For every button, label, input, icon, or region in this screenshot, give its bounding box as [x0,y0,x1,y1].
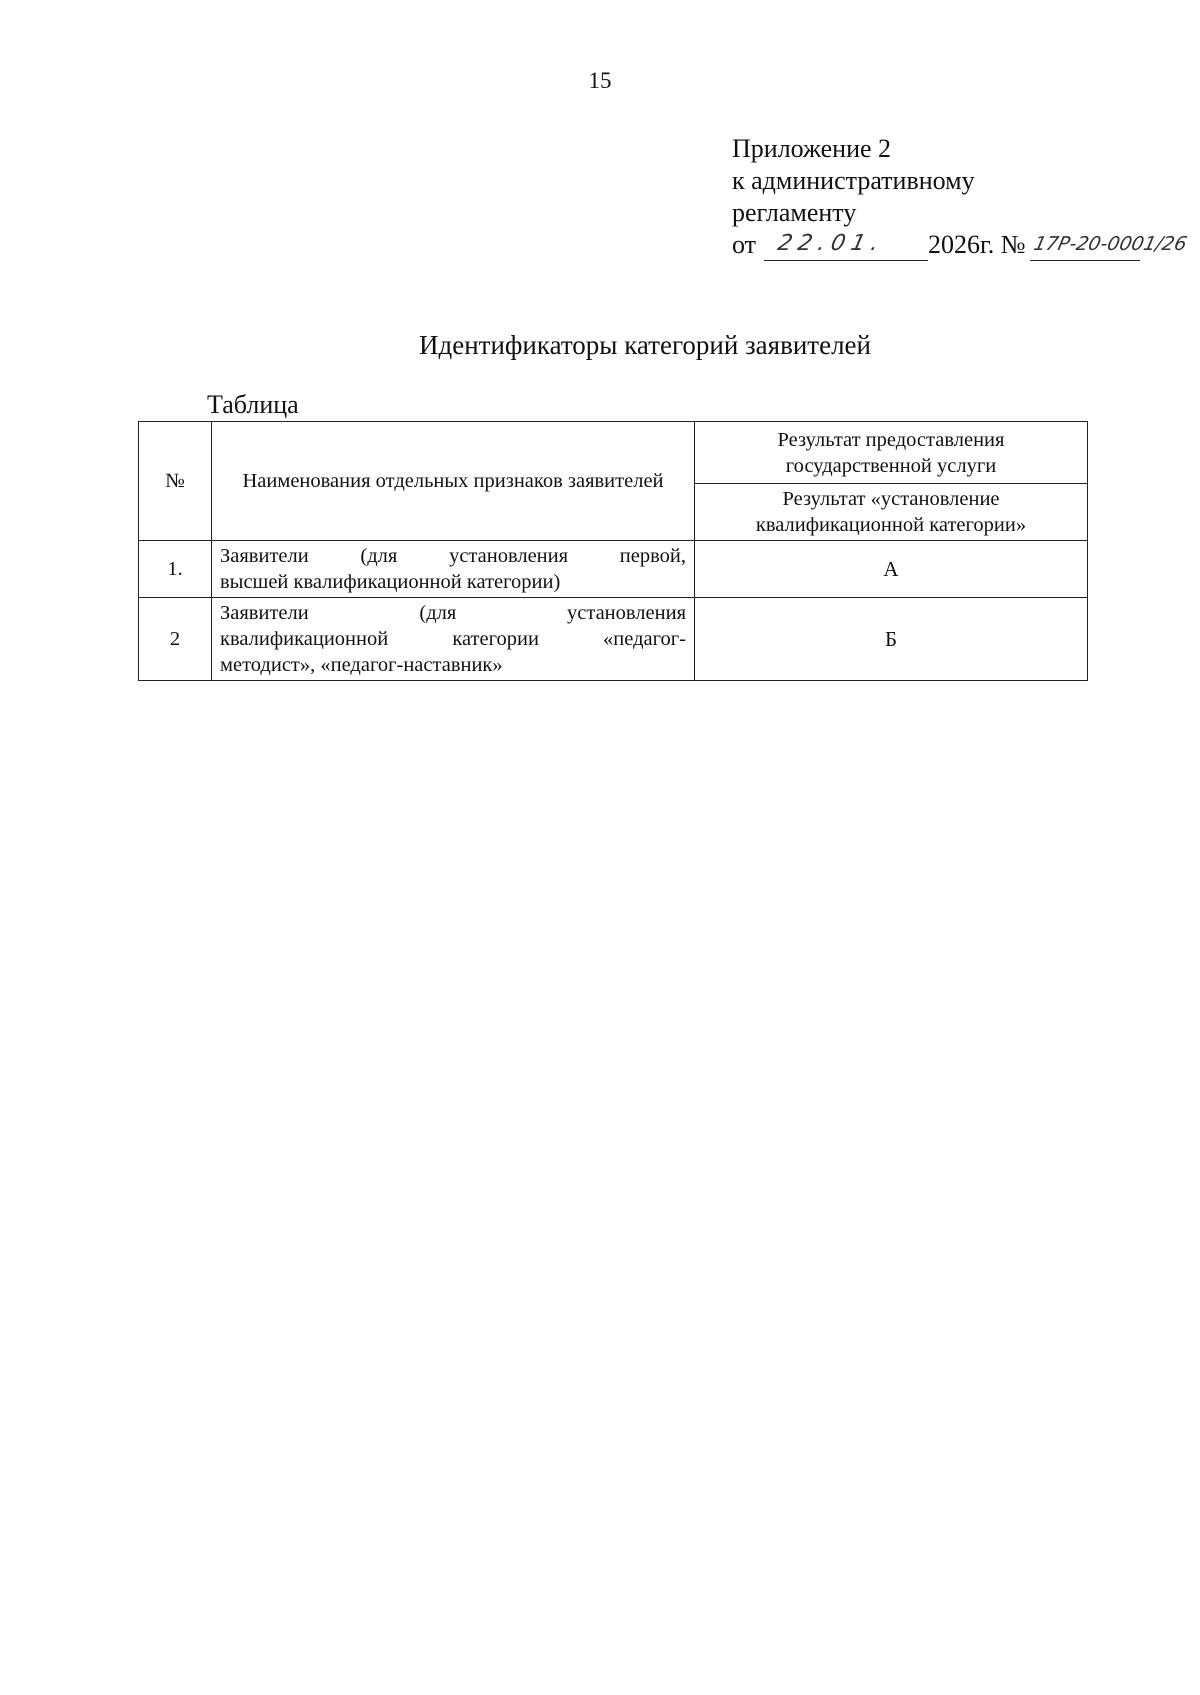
row-result: А [695,541,1088,598]
year-text: 2026г. № [928,230,1026,259]
header-name: Наименования отдельных признаков заявителей [212,422,695,541]
row-name [212,541,695,598]
row-name-line: Заявители (для установления первой, [220,545,686,567]
appendix-line-3: регламенту [732,198,857,227]
date-blank [764,230,928,261]
row-result: Б [695,598,1088,681]
header-result-sub: Результат «установление квалификационной категории» [695,484,1088,541]
row-name-line: высшей квалификационной категории) [220,571,561,593]
row-name-line: методист», «педагог-наставник» [220,654,503,676]
handwritten-date: 22.01. [775,231,887,256]
date-prefix: от [732,230,757,259]
page-number: 15 [588,68,612,93]
row-num: 1. [139,541,212,598]
identifiers-table [138,421,1088,681]
row-name-line: квалификационной категории «педагог- [220,628,686,650]
table-label: Таблица [207,390,299,419]
table-header-row [139,422,1088,484]
row-name-line: Заявители (для установления [220,602,686,624]
number-blank [1030,230,1189,261]
header-num: № [139,422,212,541]
appendix-line-2: к административному [732,166,975,195]
header-result-group: Результат предоставления государственной услуги [695,422,1088,484]
appendix-date-line [732,229,1189,261]
row-name [212,598,695,681]
table-row [139,541,1088,598]
handwritten-number: 17Р-20-0001/26 [1031,233,1189,255]
appendix-title: Приложение 2 [732,134,892,163]
row-num: 2 [139,598,212,681]
document-title: Идентификаторы категорий заявителей [419,330,871,360]
appendix-block [732,133,1189,261]
table-row [139,598,1088,681]
